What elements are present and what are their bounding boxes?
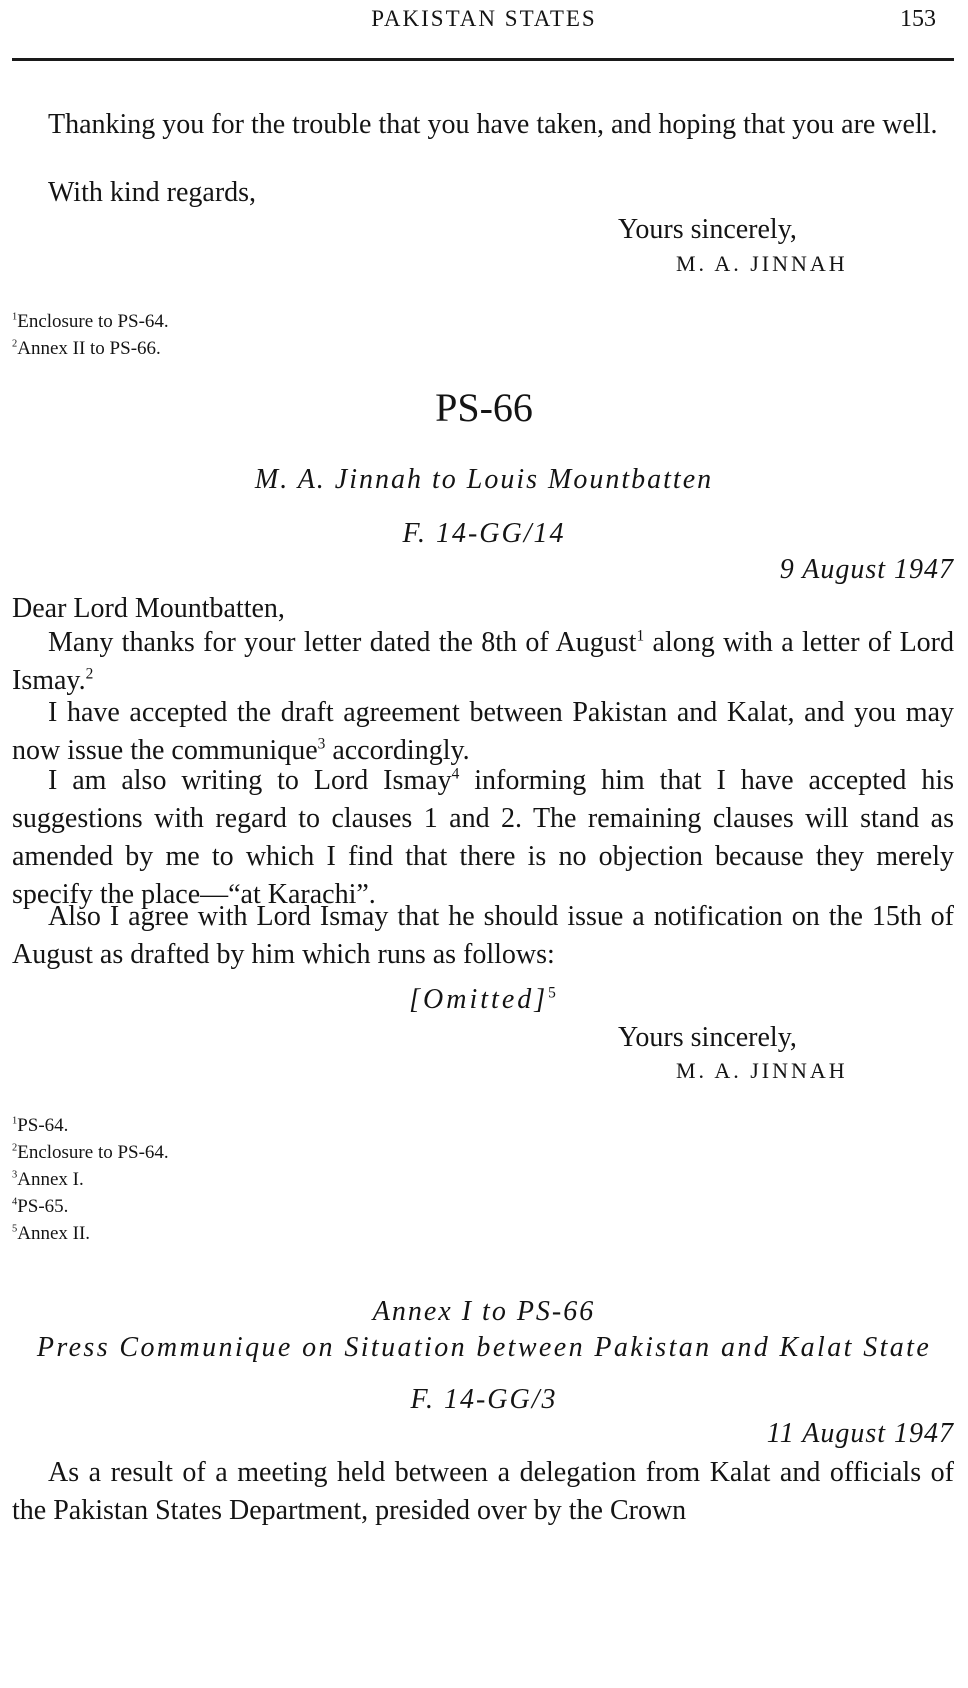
footnote-ref: 4 xyxy=(451,765,460,783)
footnote xyxy=(12,1220,169,1247)
footnote xyxy=(12,1193,169,1220)
salutation: Dear Lord Mountbatten, xyxy=(12,593,285,624)
letter-date: 9 August 1947 xyxy=(779,554,954,585)
ps66-para-1 xyxy=(12,624,954,700)
file-reference: F. 14-GG/14 xyxy=(402,518,566,549)
top-letter-para-1: Thanking you for the trouble that you have taken, and hoping that you are well. xyxy=(48,109,938,140)
letter-from-to: M. A. Jinnah to Louis Mountbatten xyxy=(254,464,714,495)
footnote xyxy=(12,335,169,362)
footnote-ref: 1 xyxy=(636,627,645,645)
top-letter-para-2: With kind regards, xyxy=(48,177,257,208)
text: I have accepted the draft agreement between Pakistan and Kalat, and you may now issue the communique xyxy=(12,697,954,766)
footnote xyxy=(12,1166,169,1193)
footnotes-mid xyxy=(12,1112,169,1247)
footnote-mark: 5 xyxy=(12,1223,18,1235)
footnote-text: PS-65. xyxy=(17,1196,69,1217)
footnote xyxy=(12,1112,169,1139)
ps66-para-2 xyxy=(12,694,954,770)
header-rule xyxy=(12,58,954,61)
footnote-text: Annex I. xyxy=(17,1169,84,1190)
document-id: PS-66 xyxy=(435,385,533,430)
footnote-ref: 2 xyxy=(85,665,94,683)
footnote-ref: 5 xyxy=(548,984,559,1002)
footnote-text: Enclosure to PS-64. xyxy=(17,1142,169,1163)
footnote-text: Enclosure to PS-64. xyxy=(17,311,169,332)
annex-date: 11 August 1947 xyxy=(766,1418,954,1449)
footnote-mark: 4 xyxy=(12,1196,18,1208)
footnote-mark: 2 xyxy=(12,338,18,350)
footnote-mark: 1 xyxy=(12,311,18,323)
annex-subtitle: Press Communique on Situation between Pakistan and Kalat State xyxy=(36,1332,932,1363)
ps66-para-3 xyxy=(12,762,954,914)
annex-file-reference: F. 14-GG/3 xyxy=(410,1384,558,1415)
text: [Omitted] xyxy=(409,984,549,1015)
text: accordingly. xyxy=(325,735,470,766)
omitted-note xyxy=(0,984,968,1016)
top-letter-closing: Yours sincerely, xyxy=(618,214,797,245)
text: along with a letter of Lord Ismay. xyxy=(12,627,954,696)
footnote-mark: 1 xyxy=(12,1115,18,1127)
footnote-text: Annex II. xyxy=(17,1223,91,1244)
footnotes-top xyxy=(12,308,169,362)
running-header: PAKISTAN STATES xyxy=(371,6,597,31)
footnote-ref: 3 xyxy=(317,735,326,753)
footnote-text: Annex II to PS-66. xyxy=(17,338,161,359)
annex-title: Annex I to PS-66 xyxy=(372,1296,596,1327)
footnote xyxy=(12,308,169,335)
footnote xyxy=(12,1139,169,1166)
annex-para-1: As a result of a meeting held between a delegation from Kalat and officials of the Pakistan States Department, presided over by the Crown xyxy=(12,1457,954,1526)
ps66-closing: Yours sincerely, xyxy=(618,1022,797,1053)
page-number: 153 xyxy=(900,6,936,32)
footnote-text: PS-64. xyxy=(17,1115,69,1136)
ps66-signatory: M. A. JINNAH xyxy=(676,1058,848,1083)
text: I am also writing to Lord Ismay xyxy=(48,765,452,796)
footnote-mark: 3 xyxy=(12,1169,18,1181)
text: Many thanks for your letter dated the 8th of August xyxy=(48,627,637,658)
ps66-para-4: Also I agree with Lord Ismay that he should issue a notification on the 15th of August as drafted by him which runs as follows: xyxy=(12,901,954,970)
text: informing him that I have accepted his suggestions with regard to clauses 1 and 2. The remaining clauses will stand as amended by me to which I find that there is no objection because they merely specify the place—“at Karachi”. xyxy=(12,765,955,910)
footnote-mark: 2 xyxy=(12,1142,18,1154)
top-letter-signatory: M. A. JINNAH xyxy=(676,251,848,276)
